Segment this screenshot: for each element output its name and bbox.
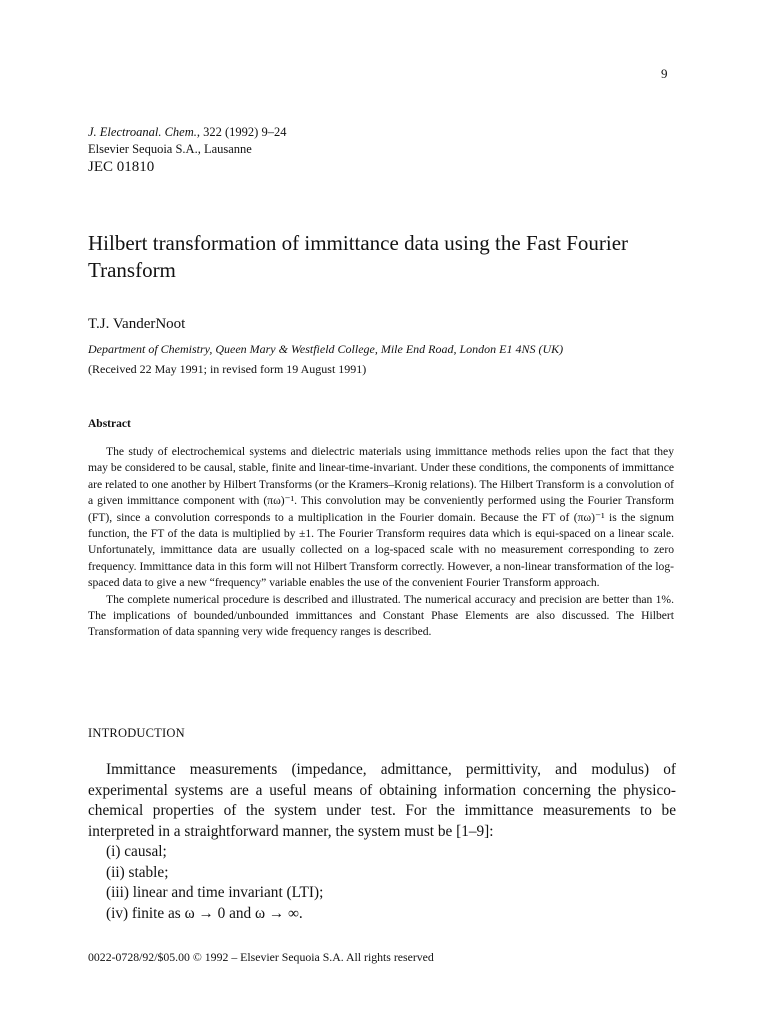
page-number: 9 [661, 66, 668, 81]
abstract-heading: Abstract [88, 418, 131, 430]
abstract-paragraph: The study of electrochemical systems and dielectric materials using immittance methods relies upon the fact that they may be considered to be causal, stable, finite and linear-time-invariant. Under these conditions, the components of immittance are related to one another by Hilbert Transforms (or the Kramers–Kronig relations). The Hilbert Transform is a convolution of a given immittance component with (πω)⁻¹. This convolution may be conveniently performed using the Fourier Transform (FT), since a convolution corresponds to a multiplication in the Fourier domain. Because the FT of (πω)⁻¹ is the signum function, the FT of the data is multiplied by ±1. The Fourier Transform requires data which is equi-spaced on a linear scale. Unfortunately, immittance data are usually collected on a log-spaced scale with no measurement corresponding to zero frequency. Immittance data in this form will not Hilbert Transform correctly. However, a non-linear transformation of the log-spaced data to give a new “frequency” variable enables the use of the convenient Fourier Transform approach. [88, 445, 674, 590]
condition-item: (ii) stable; [106, 863, 169, 881]
journal-volume: , 322 (1992) 9–24 [196, 125, 287, 139]
copyright-footer: 0022-0728/92/$05.00 © 1992 – Elsevier Sequoia S.A. All rights reserved [88, 950, 434, 964]
received-dates: (Received 22 May 1991; in revised form 19 August 1991) [88, 362, 367, 376]
author: T.J. VanderNoot [88, 316, 186, 332]
paper-title: Hilbert transformation of immittance data using the Fast Fourier Transform [88, 231, 629, 282]
introduction-body [88, 760, 676, 924]
journal-citation-line [88, 124, 286, 141]
journal-info [88, 124, 286, 158]
journal-code: JEC 01810 [88, 159, 155, 175]
affiliation: Department of Chemistry, Queen Mary & Westfield College, Mile End Road, London E1 4NS (UK) [88, 342, 564, 356]
conditions-list [88, 842, 676, 924]
introduction-heading: INTRODUCTION [88, 726, 185, 740]
abstract-paragraph: The complete numerical procedure is described and illustrated. The numerical accuracy and precision are better than 1%. The implications of bounded/unbounded immittances and Constant Phase Elements are also discussed. The Hilbert Transformation of data spanning very wide frequency ranges is described. [88, 592, 674, 639]
journal-publisher: Elsevier Sequoia S.A., Lausanne [88, 142, 252, 156]
journal-citation: J. Electroanal. Chem. [88, 125, 197, 139]
condition-item: (iii) linear and time invariant (LTI); [106, 884, 324, 901]
introduction-paragraph: Immittance measurements (impedance, admittance, permittivity, and modulus) of experimental systems are a useful means of obtaining information concerning the physico-chemical properties of the system under test. For the immittance measurements to be interpreted in a straightforward manner, the system must be [1–9]: [88, 761, 676, 840]
condition-item: (i) causal; [106, 843, 167, 860]
condition-item: (iv) finite as ω → 0 and ω → ∞. [106, 904, 303, 922]
abstract-body [88, 444, 674, 641]
